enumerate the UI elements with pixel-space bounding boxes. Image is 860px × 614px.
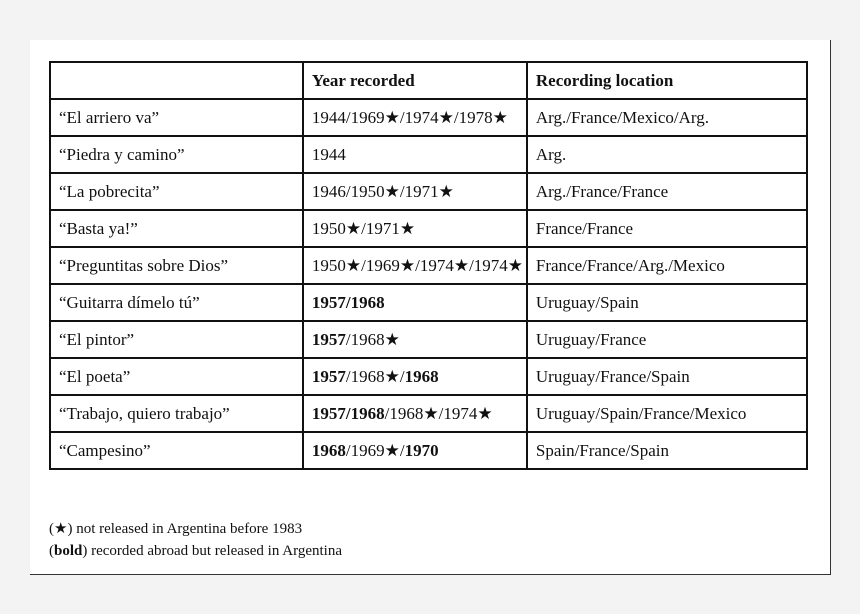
recordings-table xyxy=(49,61,808,470)
table-row xyxy=(50,173,807,210)
recording-location-cell: France/France xyxy=(527,210,807,247)
year-segment: 1968 xyxy=(404,366,439,386)
year-segment: 1950★/1969★/1974★/1974★ xyxy=(311,255,524,275)
recording-location-cell: Arg./France/Mexico/Arg. xyxy=(527,99,807,136)
year-segment: /1968★ xyxy=(345,329,400,349)
table-row xyxy=(50,432,807,469)
footnote-bold-close: ) xyxy=(82,543,88,559)
song-title-cell: “El poeta” xyxy=(50,358,303,395)
recording-location-cell: Uruguay/France xyxy=(527,321,807,358)
year-segment: 1957/1968 xyxy=(311,403,385,423)
song-title-cell: “La pobrecita” xyxy=(50,173,303,210)
year-recorded-cell xyxy=(303,284,527,321)
recording-location-cell: Spain/France/Spain xyxy=(527,432,807,469)
recording-location-cell: Uruguay/France/Spain xyxy=(527,358,807,395)
year-recorded-cell xyxy=(303,358,527,395)
year-segment: 1968 xyxy=(311,440,346,460)
year-segment: /1968★/ xyxy=(345,366,405,386)
song-title-cell: “El arriero va” xyxy=(50,99,303,136)
table-row xyxy=(50,136,807,173)
song-title-cell: “Trabajo, quiero trabajo” xyxy=(50,395,303,432)
year-segment: 1944 xyxy=(311,144,346,164)
footnote-star xyxy=(49,518,342,540)
year-recorded-cell xyxy=(303,247,527,284)
song-title-cell: “Basta ya!” xyxy=(50,210,303,247)
year-segment: 1970 xyxy=(404,440,439,460)
year-recorded-cell xyxy=(303,173,527,210)
year-segment: 1957 xyxy=(311,329,346,349)
table-row xyxy=(50,99,807,136)
song-title-cell: “El pintor” xyxy=(50,321,303,358)
footnote-bold-open: ( xyxy=(49,543,54,559)
footnote-star-marker: (★) xyxy=(49,521,73,537)
year-segment: /1968★/1974★ xyxy=(384,403,493,423)
song-title-cell: “Campesino” xyxy=(50,432,303,469)
song-title-cell: “Preguntitas sobre Dios” xyxy=(50,247,303,284)
footnote-bold-text: recorded abroad but released in Argentina xyxy=(87,543,342,559)
recording-location-cell: Uruguay/Spain xyxy=(527,284,807,321)
year-segment: /1969★/ xyxy=(345,440,405,460)
song-title-cell: “Guitarra dímelo tú” xyxy=(50,284,303,321)
footnotes xyxy=(49,518,342,562)
recording-location-cell: France/France/Arg./Mexico xyxy=(527,247,807,284)
year-recorded-cell xyxy=(303,395,527,432)
table-row xyxy=(50,395,807,432)
year-recorded-cell xyxy=(303,99,527,136)
recording-location-cell: Uruguay/Spain/France/Mexico xyxy=(527,395,807,432)
table-row xyxy=(50,247,807,284)
document-page xyxy=(30,40,831,575)
year-segment: 1957 xyxy=(311,366,346,386)
year-recorded-cell xyxy=(303,136,527,173)
table-row xyxy=(50,321,807,358)
table-row xyxy=(50,358,807,395)
footnote-bold xyxy=(49,540,342,562)
year-segment: 1950★/1971★ xyxy=(311,218,416,238)
recording-location-cell: Arg. xyxy=(527,136,807,173)
footnote-bold-word: bold xyxy=(54,543,83,559)
year-recorded-cell xyxy=(303,321,527,358)
recording-location-cell: Arg./France/France xyxy=(527,173,807,210)
year-recorded-cell xyxy=(303,210,527,247)
footnote-star-text: not released in Argentina before 1983 xyxy=(72,521,303,537)
year-recorded-cell xyxy=(303,432,527,469)
song-title-cell: “Piedra y camino” xyxy=(50,136,303,173)
header-song xyxy=(50,62,303,99)
year-segment: 1946/1950★/1971★ xyxy=(311,181,454,201)
header-recording-location: Recording location xyxy=(527,62,807,99)
header-row xyxy=(50,62,807,99)
table-row xyxy=(50,284,807,321)
year-segment: 1957/1968 xyxy=(311,292,385,312)
table-row xyxy=(50,210,807,247)
header-year-recorded: Year recorded xyxy=(303,62,527,99)
year-segment: 1944/1969★/1974★/1978★ xyxy=(311,107,508,127)
